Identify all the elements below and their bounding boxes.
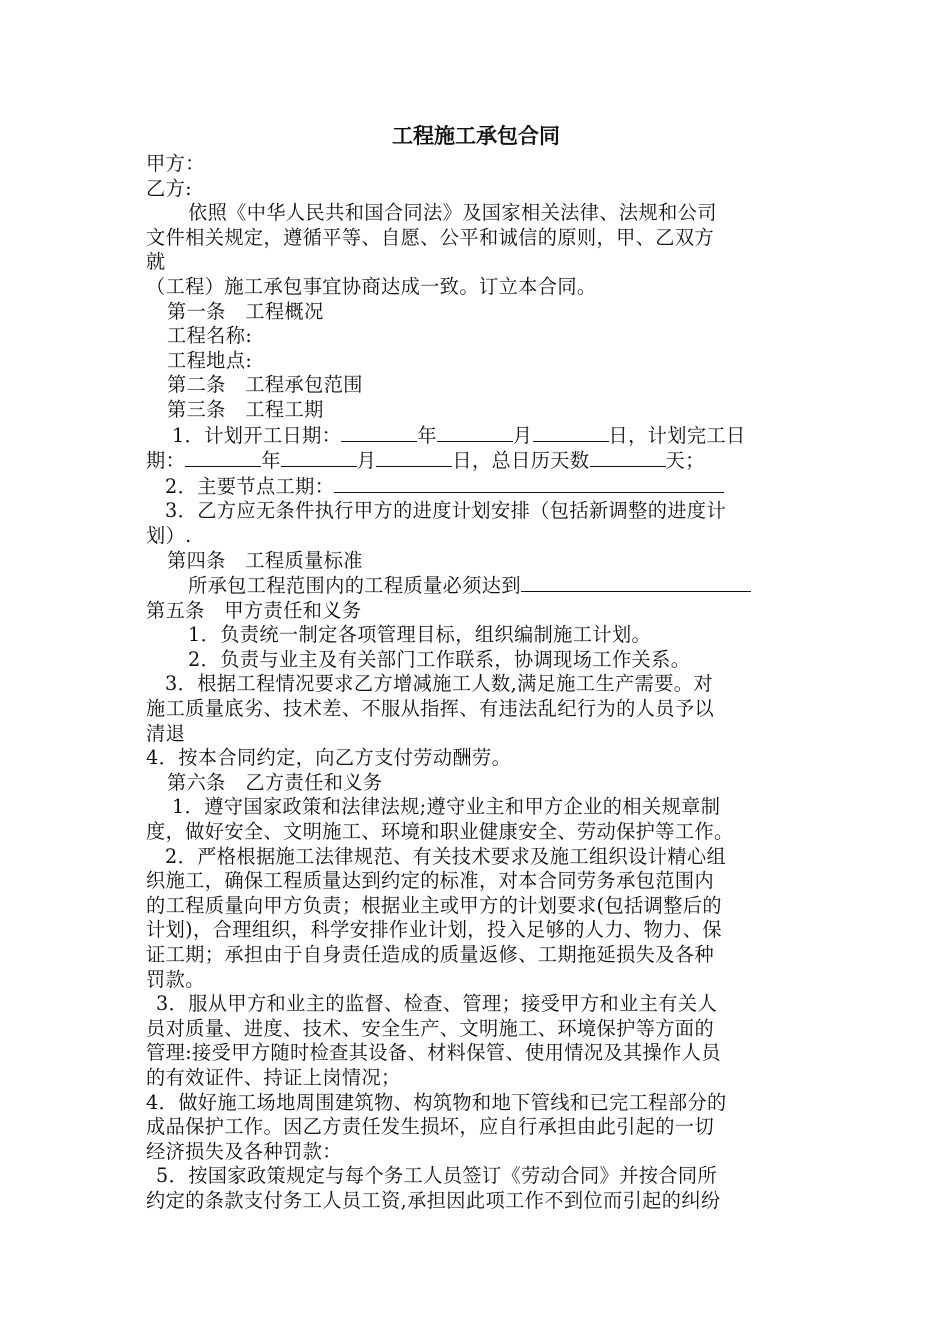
article-4-heading: 第四条 工程质量标准 xyxy=(167,548,363,572)
party-b-line: 乙方: xyxy=(146,176,193,200)
project-name-field: 工程名称: xyxy=(167,324,253,348)
article-3-heading: 第三条 工程工期 xyxy=(167,397,324,421)
clause-line: 罚款。 xyxy=(146,967,205,991)
schedule-clause-line: 3．乙方应无条件执行甲方的进度计划安排（包括新调整的进度计 xyxy=(165,499,727,523)
clause-line: 3．根据工程情况要求乙方增减施工人数,满足施工生产需要。对 xyxy=(165,672,713,696)
year-label: 年 xyxy=(261,449,281,473)
month-label: 月 xyxy=(512,423,533,447)
period-label: 期： xyxy=(146,449,186,473)
start-month-blank xyxy=(437,423,513,442)
clause-line: 证工期；承担由于自身责任造成的质量返修、工期拖延损失及各种 xyxy=(146,943,715,966)
schedule-clause-line: 划）. xyxy=(146,523,192,547)
month-label: 月 xyxy=(356,449,377,473)
clause-line: 织施工，确保工程质量达到约定的标准，对本合同劳务承包范围内 xyxy=(146,869,715,893)
article-5-heading: 第五条 甲方责任和义务 xyxy=(146,598,362,622)
clause-line: 计划)，合理组织，科学安排作业计划，投入足够的人力、物力、保 xyxy=(146,918,722,942)
clause-line: 施工质量底劣、技术差、不服从指挥、有违法乱纪行为的人员予以 xyxy=(146,697,715,721)
finish-day-blank xyxy=(376,448,452,467)
clause-line: 员对质量、进度、技术、安全生产、文明施工、环境保护等方面的 xyxy=(146,1016,715,1040)
milestone-line xyxy=(146,474,806,500)
finish-year-blank xyxy=(185,448,261,467)
intro-paragraph-line: 就 xyxy=(146,250,166,274)
clause-line: 度，做好安全、文明施工、环境和职业健康安全、劳动保护等工作。 xyxy=(146,820,734,844)
article-1-heading: 第一条 工程概况 xyxy=(167,299,324,323)
clause-line: 1．遵守国家政策和法律法规;遵守业主和甲方企业的相关规章制 xyxy=(172,795,721,819)
intro-paragraph-line: 文件相关规定，遵循平等、自愿、公平和诚信的原则，甲、乙双方 xyxy=(146,225,715,249)
article-6-heading: 第六条 乙方责任和义务 xyxy=(167,770,383,794)
total-days-label: 日，总日历天数 xyxy=(452,449,590,473)
quality-standard-label: 所承包工程范围内的工程质量必须达到 xyxy=(188,574,521,598)
intro-paragraph-line: （工程）施工承包事宜协商达成一致。订立本合同。 xyxy=(146,274,597,298)
clause-line: 4．按本合同约定，向乙方支付劳动酬劳。 xyxy=(146,746,512,770)
clause-line: 管理:接受甲方随时检查其设备、材料保管、使用情况及其操作人员 xyxy=(146,1041,721,1065)
clause-line: 4．做好施工场地周围建筑物、构筑物和地下管线和已完工程部分的 xyxy=(146,1090,727,1114)
start-year-blank xyxy=(341,423,417,442)
planned-start-line xyxy=(146,423,806,449)
document-title: 工程施工承包合同 xyxy=(392,123,560,148)
milestone-label: 2．主要节点工期： xyxy=(165,474,335,498)
article-2-heading: 第二条 工程承包范围 xyxy=(167,373,363,397)
total-days-blank xyxy=(590,448,666,467)
clause-line: 的工程质量向甲方负责；根据业主或甲方的计划要求(包括调整后的 xyxy=(146,893,722,917)
clause-line: 成品保护工作。因乙方责任发生损坏，应自行承担由此引起的一切 xyxy=(146,1115,715,1139)
project-location-field: 工程地点: xyxy=(167,348,253,372)
clause-line: 清退 xyxy=(146,721,186,745)
day-label: 日，计划完工日 xyxy=(608,423,746,447)
quality-standard-line xyxy=(146,573,806,599)
clause-line: 2．负责与业主及有关部门工作联系，协调现场工作关系。 xyxy=(188,647,691,671)
party-a-line: 甲方： xyxy=(146,152,205,175)
year-label: 年 xyxy=(417,423,437,447)
milestone-blank xyxy=(334,474,724,493)
start-day-blank xyxy=(533,423,609,442)
clause-line: 的有效证件、持证上岗情况； xyxy=(146,1065,401,1089)
clause-line: 3．服从甲方和业主的监督、检查、管理；接受甲方和业主有关人 xyxy=(156,992,718,1016)
quality-standard-blank xyxy=(521,573,751,592)
intro-paragraph-line: 依照《中华人民共和国合同法》及国家相关法律、法规和公司 xyxy=(188,201,717,225)
clause-line: 5．按国家政策规定与每个务工人员签订《劳动合同》并按合同所 xyxy=(156,1164,718,1188)
clause-line: 约定的条款支付务工人员工资,承担因此项工作不到位而引起的纠纷 xyxy=(146,1188,721,1212)
finish-month-blank xyxy=(281,448,357,467)
planned-finish-line xyxy=(146,448,806,474)
planned-start-label: 1．计划开工日期： xyxy=(172,423,342,447)
contract-page xyxy=(146,120,806,1214)
clause-line: 2．严格根据施工法律规范、有关技术要求及施工组织设计精心组 xyxy=(165,844,727,868)
days-suffix: 天； xyxy=(665,449,705,473)
clause-line: 1．负责统一制定各项管理目标，组织编制施工计划。 xyxy=(188,623,652,647)
clause-line: 经济损失及各种罚款： xyxy=(146,1139,342,1163)
